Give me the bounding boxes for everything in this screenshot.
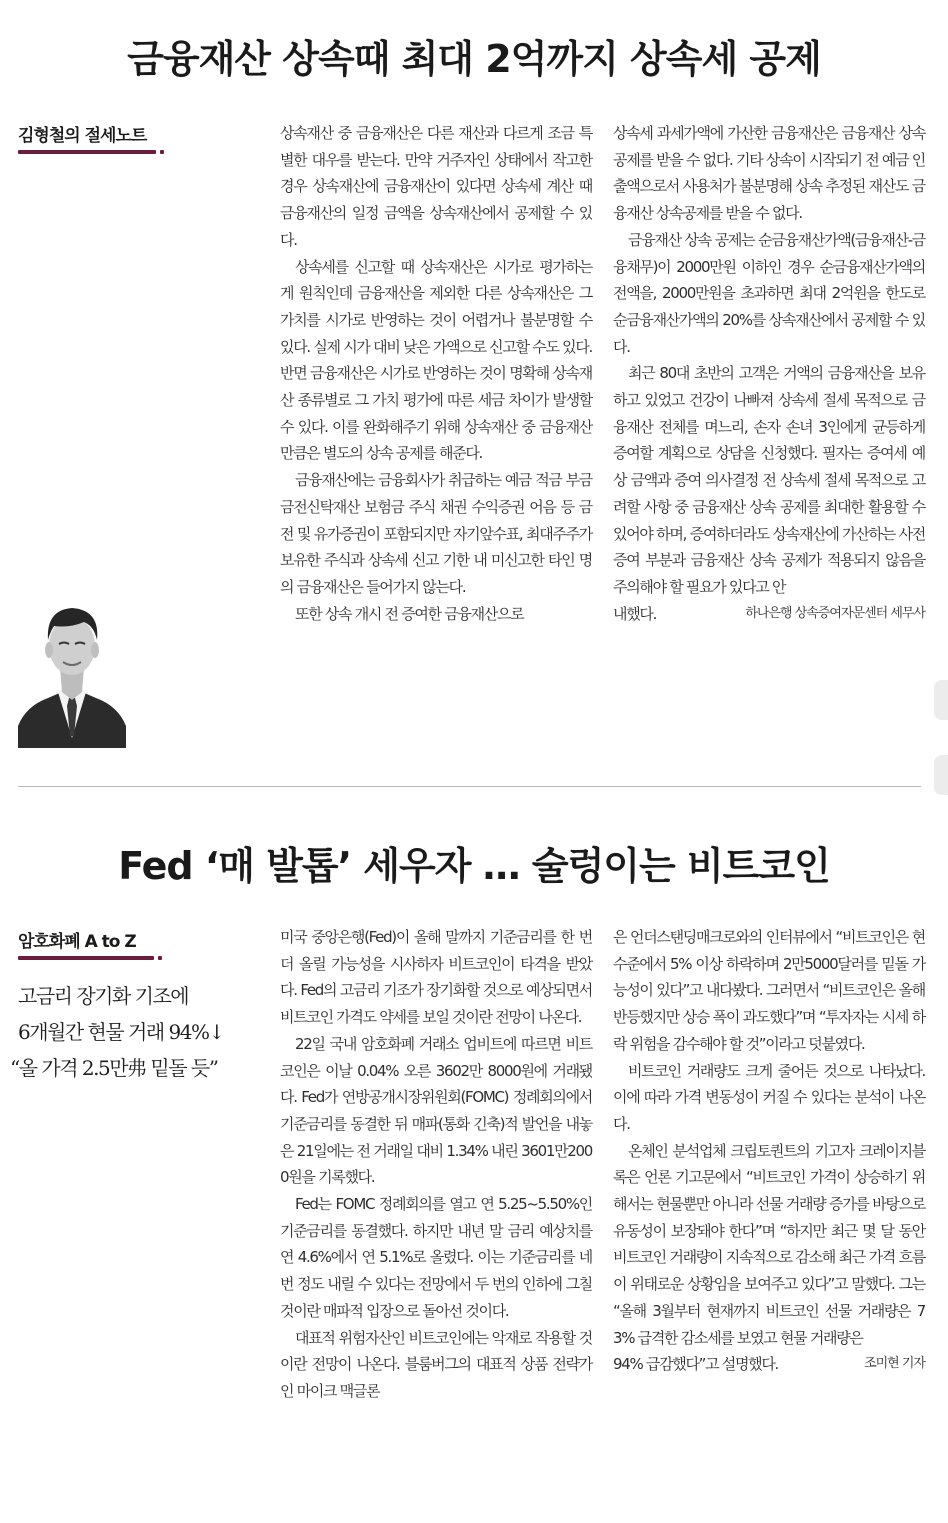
subdeck-line: 고금리 장기화 기조에 bbox=[18, 984, 189, 1008]
article1-column-1 bbox=[280, 120, 592, 627]
article1-col1-paragraph: 상속세를 신고할 때 상속재산은 시가로 평가하는 게 원칙인데 금융재산을 제외한 다른 상속재산은 그 가치를 시가로 반영하는 것이 어렵거나 불분명할 수 있다. 실제 시가 대비 낮은 가액으로 신고할 수도 있다. 반면 금융재산은 시가로 반영하는 것이 명확해 상속재산 종류별로 그 가치 평가에 따른 세금 차이가 발생할 수 있다. 이를 완화해주기 위해 상속재산 중 금융재산만큼은 별도의 상속 공제를 해준다. bbox=[280, 257, 592, 463]
article1-column-tag: 김형철의 절세노트 bbox=[18, 126, 147, 146]
article2-col1-paragraph: Fed는 FOMC 정례회의를 열고 연 5.25~5.50%인 기준금리를 동결했다. 하지만 내년 말 금리 예상치를 연 4.6%에서 연 5.1%로 올렸다. 이는 기준금리를 네 번 정도 내릴 수 있다는 전망에서 두 번의 인하에 그칠 것이란 매파적 입장으로 돌아선 것이다. bbox=[280, 1195, 592, 1320]
article1-col1-paragraph: 또한 상속 개시 전 증여한 금융재산으로 bbox=[295, 604, 524, 623]
article2-tag-underline bbox=[18, 956, 154, 960]
article1-byline-line bbox=[613, 601, 925, 628]
article1-headline: 금융재산 상속때 최대 2억까지 상속세 공제 bbox=[127, 37, 821, 81]
subdeck-line: “올 가격 2.5만弗 밑돌 듯” bbox=[10, 1056, 218, 1080]
article2-col1-paragraph: 미국 중앙은행(Fed)이 올해 말까지 기준금리를 한 번 더 올릴 가능성을 시사하자 비트코인이 타격을 받았다. Fed의 고금리 기조가 장기화할 것으로 예상되면서 비트코인 가격도 약세를 보일 것이란 전망이 나온다. bbox=[280, 928, 592, 1027]
subdeck-line: 6개월간 현물 거래 94%↓ bbox=[18, 1020, 224, 1044]
article2-col1-paragraph: 대표적 위험자산인 비트코인에는 악재로 작용할 것이란 전망이 나온다. 블룸버그의 대표적 상품 전략가인 마이크 맥글론 bbox=[280, 1328, 592, 1400]
article1-tag-underline bbox=[18, 150, 156, 154]
article2-byline: 조미현 기자 bbox=[864, 1356, 925, 1372]
article2-tag-dot bbox=[158, 956, 162, 960]
article1-byline: 하나은행 상속증여자문센터 세무사 bbox=[745, 605, 925, 621]
article1-tag-dot bbox=[160, 150, 164, 154]
article2-col2-paragraph: 온체인 분석업체 크립토퀀트의 기고자 크레이지블록은 언론 기고문에서 “비트코인 가격이 상승하기 위해서는 현물뿐만 아니라 선물 거래량 증가를 바탕으로 유동성이 보장돼야 한다”며 “하지만 최근 몇 달 동안 비트코인 거래량이 지속적으로 감소해 최근 가격 흐름이 위태로운 상황임을 보여주고 있다”고 말했다. 그는 “올해 3월부터 현재까지 비트코인 선물 거래량은 73% 급격한 감소세를 보였고 현물 거래량은 bbox=[613, 1141, 925, 1347]
article2-col2-paragraph: 은 언더스탠딩매크로와의 인터뷰에서 “비트코인은 현 수준에서 5% 이상 하락하며 2만5000달러를 밑돌 가능성이 있다”고 내다봤다. 그러면서 “비트코인은 올해 반등했지만 상승 폭이 과도했다”며 “투자자는 시세 하락 위험을 감수해야 할 것”이라고 덧붙였다. bbox=[613, 928, 925, 1053]
article1-col1-paragraph: 금융재산에는 금융회사가 취급하는 예금 적금 부금 금전신탁재산 보험금 주식 채권 수익증권 어음 등 금전 및 유가증권이 포함되지만 자기앞수표, 최대주주가 보유한 주식과 상속세 신고 기한 내 미신고한 타인 명의 금융재산은 들어가지 않는다. bbox=[280, 471, 592, 596]
article2-col2-paragraph: 비트코인 거래량도 크게 줄어든 것으로 나타났다. 이에 따라 가격 변동성이 커질 수 있다는 분석이 나온다. bbox=[613, 1061, 925, 1133]
article1-col1-paragraph: 상속재산 중 금융재산은 다른 재산과 다르게 조금 특별한 대우를 받는다. 만약 거주자인 상태에서 작고한 경우 상속재산에 금융재산이 있다면 상속세 계산 때 금융재산의 일정 금액을 상속재산에서 공제할 수 있다. bbox=[280, 124, 592, 249]
page-edge-mark bbox=[934, 755, 948, 795]
section-divider bbox=[18, 786, 921, 787]
article1-last-line: 내했다. bbox=[613, 604, 657, 623]
page-edge-mark bbox=[934, 680, 948, 720]
article2-column-1 bbox=[280, 924, 592, 1405]
article2-headline: Fed ‘매 발톱’ 세우자 … 술렁이는 비트코인 bbox=[118, 844, 830, 888]
article2-last-line: 94% 급감했다”고 설명했다. bbox=[613, 1355, 779, 1374]
article2-column-tag: 암호화폐 A to Z bbox=[18, 932, 136, 952]
article2-subdeck bbox=[10, 978, 260, 1086]
article2-column-2 bbox=[613, 924, 925, 1378]
article2-byline-line bbox=[613, 1351, 925, 1378]
article2-col1-paragraph: 22일 국내 암호화폐 거래소 업비트에 따르면 비트코인은 이날 0.04% 오른 3602만 8000원에 거래됐다. Fed가 연방공개시장위원회(FOMC) 정례회의에서 기준금리를 동결한 뒤 매파(통화 긴축)적 발언을 내놓은 21일에는 전 거래일 대비 1.34% 내린 3601만2000원을 기록했다. bbox=[280, 1034, 592, 1187]
author-portrait bbox=[18, 588, 126, 748]
article1-column-2 bbox=[613, 120, 925, 627]
article1-col2-paragraph: 상속세 과세가액에 가산한 금융재산은 금융재산 상속 공제를 받을 수 없다. 기타 상속이 시작되기 전 예금 인출액으로서 사용처가 불분명해 상속 추정된 재산도 금융재산 상속공제를 받을 수 없다. bbox=[613, 124, 925, 223]
article1-col2-paragraph: 최근 80대 초반의 고객은 거액의 금융재산을 보유하고 있었고 건강이 나빠져 상속세 절세 목적으로 금융재산 전체를 며느리, 손자 손녀 3인에게 균등하게 증여할 계획으로 상담을 신청했다. 필자는 증여세 예상 금액과 증여 의사결정 전 상속세 절세 목적으로 고려할 사항 중 금융재산 상속 공제를 최대한 활용할 수 있어야 하며, 증여하더라도 상속재산에 가산하는 사전증여 부분과 금융재산 상속 공제가 적용되지 않음을 주의해야 할 필요가 있다고 안 bbox=[613, 364, 925, 596]
article1-col2-paragraph: 금융재산 상속 공제는 순금융재산가액(금융재산-금융채무)이 2000만원 이하인 경우 순금융재산가액의 전액을, 2000만원을 초과하면 최대 2억원을 한도로 순금융재산가액의 20%를 상속재산에서 공제할 수 있다. bbox=[613, 230, 925, 356]
